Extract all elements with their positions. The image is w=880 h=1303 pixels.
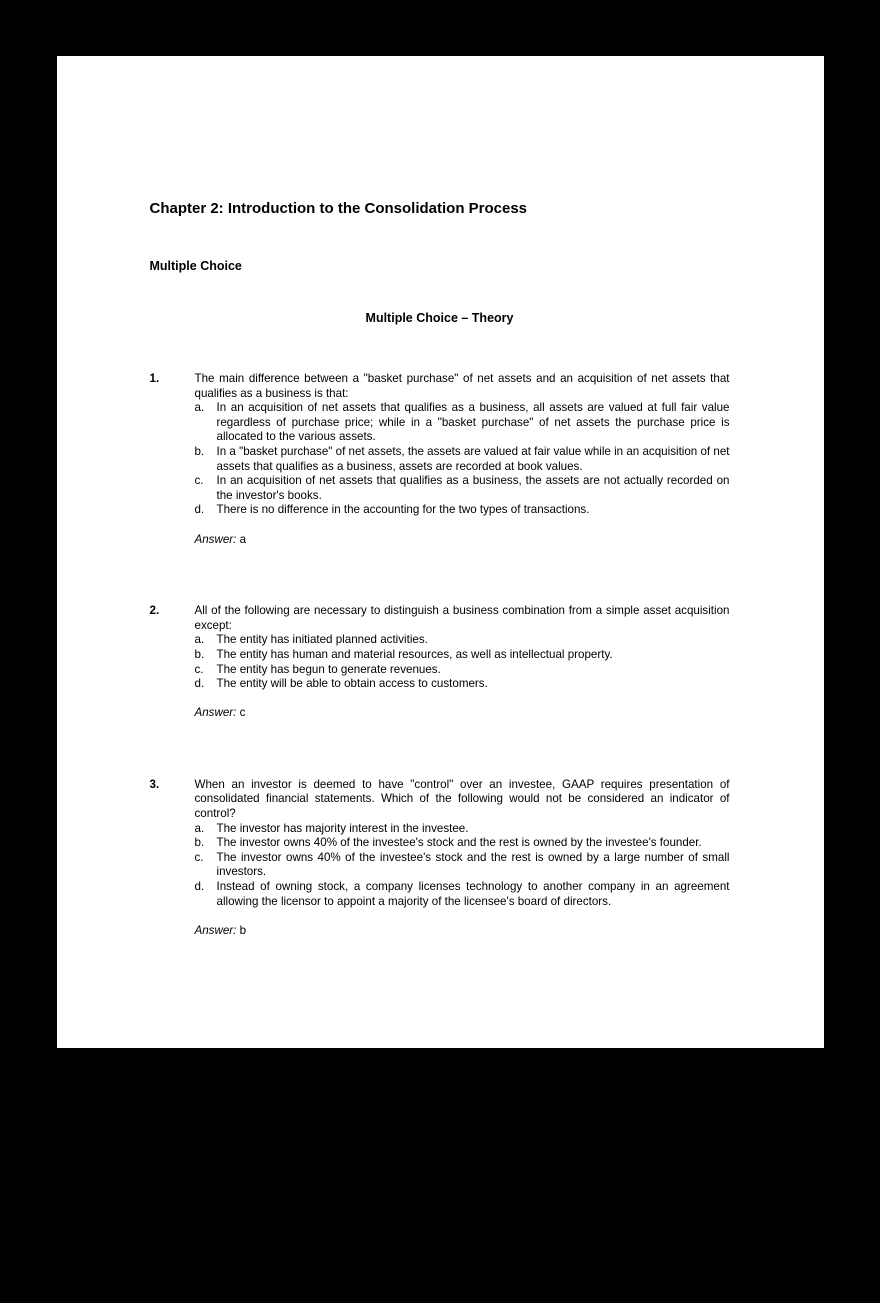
option-label: a.: [194, 401, 205, 415]
option-text: The entity has human and material resources, as well as intellectual property.: [216, 647, 613, 661]
question-body: [195, 778, 730, 939]
option-b: [195, 836, 730, 851]
option-text: The investor owns 40% of the investee's stock and the rest is owned by the investee's founder.: [216, 836, 702, 850]
answer-label: Answer:: [194, 706, 237, 720]
option-label: d.: [194, 503, 205, 517]
answer-value: a: [239, 532, 247, 546]
option-label: d.: [194, 880, 205, 894]
subsection-title: Multiple Choice – Theory: [365, 311, 514, 325]
option-text: In an acquisition of net assets that qualifies as a business, all assets are valued at full fair value regardless of purchase price; while in a "basket purchase" of net assets the purchase price is allocated to the various assets.: [216, 401, 730, 444]
option-label: b.: [194, 836, 205, 850]
option-label: c.: [194, 474, 204, 488]
question-number: 1.: [149, 372, 160, 385]
option-d: [195, 677, 730, 692]
chapter-title: Chapter 2: Introduction to the Consolidation Process: [149, 200, 528, 217]
answer-value: b: [239, 923, 247, 937]
answer-line: [195, 533, 730, 548]
option-text: In a "basket purchase" of net assets, the assets are valued at fair value while in an acquisition of net assets that qualifies as a business, assets are recorded at book values.: [216, 444, 730, 473]
option-a: [195, 822, 730, 837]
question-body: [195, 604, 730, 721]
option-d: [195, 880, 730, 909]
option-b: [195, 445, 730, 474]
question-text: The main difference between a "basket purchase" of net assets and an acquisition of net assets that qualifies as a business is that:: [194, 372, 730, 400]
option-text: There is no difference in the accounting for the two types of transactions.: [216, 503, 590, 517]
option-c: [195, 474, 730, 503]
option-label: b.: [194, 647, 205, 661]
option-b: [195, 648, 730, 663]
option-c: [195, 851, 730, 880]
answer-value: c: [239, 706, 246, 720]
question-1: [150, 372, 730, 547]
option-a: [195, 633, 730, 648]
option-label: d.: [194, 677, 205, 691]
option-d: [195, 503, 730, 518]
option-label: b.: [194, 444, 205, 458]
question-3: [150, 778, 730, 939]
answer-label: Answer:: [194, 923, 237, 937]
option-label: c.: [194, 662, 204, 676]
document-page: [57, 56, 824, 1048]
option-text: The entity will be able to obtain access to customers.: [216, 677, 488, 691]
option-text: The investor owns 40% of the investee's stock and the rest is owned by a large number of small investors.: [216, 850, 730, 879]
question-body: [195, 372, 730, 547]
question-2: [150, 604, 730, 721]
option-label: a.: [194, 633, 205, 647]
answer-line: [195, 706, 730, 721]
option-text: In an acquisition of net assets that qualifies as a business, the assets are not actually recorded on the investor's books.: [216, 474, 730, 502]
option-text: The entity has begun to generate revenues.: [216, 662, 441, 676]
question-number: 3.: [149, 777, 160, 791]
question-text: All of the following are necessary to distinguish a business combination from a simple asset acquisition except:: [194, 604, 730, 632]
option-text: Instead of owning stock, a company licenses technology to another company in an agreement allowing the licensor to appoint a majority of the licensee's board of directors.: [216, 880, 730, 908]
option-label: a.: [194, 821, 205, 835]
answer-label: Answer:: [194, 532, 237, 546]
option-label: c.: [194, 850, 204, 864]
option-a: [195, 401, 730, 445]
option-text: The investor has majority interest in the investee.: [216, 821, 469, 835]
question-text: When an investor is deemed to have "control" over an investee, GAAP requires presentation of consolidated financial statements. Which of the following would not be considered an indicator of control?: [194, 777, 730, 821]
answer-line: [195, 924, 730, 939]
option-text: The entity has initiated planned activities.: [216, 633, 428, 647]
question-number: 2.: [149, 604, 160, 618]
section-title: Multiple Choice: [149, 259, 242, 273]
option-c: [195, 663, 730, 678]
